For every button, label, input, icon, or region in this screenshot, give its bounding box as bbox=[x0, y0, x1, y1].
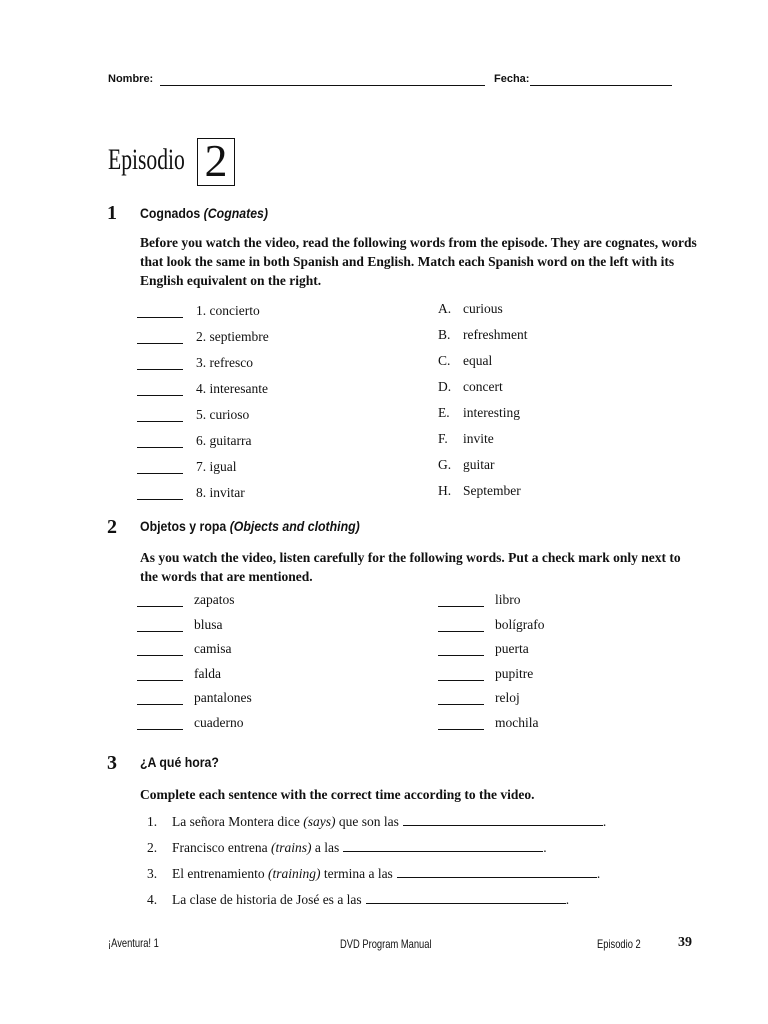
answer-blank[interactable] bbox=[137, 447, 183, 448]
check-blank[interactable] bbox=[137, 704, 183, 705]
section-2-instructions: As you watch the video, listen carefully for the following words. Put a check mark only next to the words that are mentioned. bbox=[140, 550, 681, 584]
sentence-number: 3. bbox=[147, 866, 158, 881]
check-blank[interactable] bbox=[137, 729, 183, 730]
checklist-word: mochila bbox=[495, 715, 539, 730]
sentence-text: La clase de historia de José es a las bbox=[172, 892, 362, 907]
english-word: refreshment bbox=[463, 327, 528, 342]
checklist-word: puerta bbox=[495, 641, 529, 657]
option-letter: A. bbox=[438, 301, 452, 316]
english-word: curious bbox=[463, 301, 503, 316]
option-letter: D. bbox=[438, 379, 452, 394]
english-word: guitar bbox=[463, 457, 495, 472]
answer-blank[interactable] bbox=[137, 369, 183, 370]
checklist-word: falda bbox=[194, 665, 221, 681]
check-blank[interactable] bbox=[137, 606, 183, 607]
sentence-number: 2. bbox=[147, 840, 158, 855]
check-blank[interactable] bbox=[137, 631, 183, 632]
checklist-word: camisa bbox=[194, 641, 232, 657]
sentence-end: . bbox=[602, 814, 607, 829]
checklist-word: zapatos bbox=[194, 592, 235, 607]
section-3-number: 3 bbox=[107, 752, 117, 774]
english-gloss: (says) bbox=[303, 814, 336, 829]
english-word: equal bbox=[463, 353, 493, 368]
english-gloss: (trains) bbox=[270, 840, 312, 855]
answer-blank[interactable] bbox=[137, 317, 183, 318]
checklist-word: blusa bbox=[194, 616, 223, 632]
checklist-word: pupitre bbox=[495, 665, 534, 681]
section-3-title: ¿A qué hora? bbox=[140, 754, 219, 770]
name-label: Nombre: bbox=[108, 73, 154, 85]
check-blank[interactable] bbox=[438, 680, 484, 681]
spanish-word: 6. guitarra bbox=[196, 433, 252, 448]
footer-book-title: ¡Aventura! 1 bbox=[108, 936, 159, 950]
english-word: invite bbox=[463, 431, 494, 446]
option-letter: B. bbox=[438, 327, 451, 342]
spanish-word: 3. refresco bbox=[196, 355, 253, 370]
sentence-number: 4. bbox=[147, 892, 158, 907]
option-letter: C. bbox=[438, 353, 451, 368]
episode-number-box bbox=[197, 135, 235, 186]
option-letter: G. bbox=[438, 457, 452, 472]
option-letter: H. bbox=[438, 483, 452, 498]
footer-manual-title: DVD Program Manual bbox=[340, 937, 432, 951]
checklist-word: reloj bbox=[495, 690, 520, 706]
check-blank[interactable] bbox=[137, 655, 183, 656]
check-blank[interactable] bbox=[137, 680, 183, 681]
spanish-word: 4. interesante bbox=[196, 381, 268, 396]
answer-blank[interactable] bbox=[137, 499, 183, 500]
time-answer-blank[interactable] bbox=[403, 814, 603, 826]
option-letter: E. bbox=[438, 405, 450, 420]
checklist-word: bolígrafo bbox=[495, 616, 545, 632]
spanish-word: 7. igual bbox=[196, 459, 237, 474]
sentence-text: que son las bbox=[335, 814, 399, 829]
answer-blank[interactable] bbox=[137, 395, 183, 396]
option-letter: F. bbox=[438, 431, 448, 446]
time-answer-blank[interactable] bbox=[343, 840, 543, 852]
date-label: Fecha: bbox=[494, 73, 530, 85]
episode-number: 2 bbox=[204, 135, 228, 186]
spanish-word: 2. septiembre bbox=[196, 329, 269, 344]
section-3-instructions: Complete each sentence with the correct time according to the video. bbox=[140, 787, 535, 802]
sentence bbox=[172, 840, 547, 856]
section-1-title: Cognados (Cognates) bbox=[140, 205, 269, 221]
english-word: concert bbox=[463, 379, 503, 394]
spanish-word: 5. curioso bbox=[196, 407, 250, 422]
sentence-text: La señora Montera dice bbox=[172, 814, 304, 829]
check-blank[interactable] bbox=[438, 655, 484, 656]
checklist-word: pantalones bbox=[194, 690, 252, 706]
footer-episode: Episodio 2 bbox=[597, 937, 641, 951]
page-number: 39 bbox=[678, 935, 692, 950]
spanish-word: 8. invitar bbox=[196, 485, 245, 500]
spanish-word: 1. concierto bbox=[196, 303, 260, 318]
english-word: interesting bbox=[463, 405, 520, 420]
name-field[interactable] bbox=[160, 85, 485, 86]
section-2-number: 2 bbox=[107, 516, 117, 538]
date-field[interactable] bbox=[530, 85, 672, 86]
checklist-word: libro bbox=[495, 592, 521, 607]
check-blank[interactable] bbox=[438, 704, 484, 705]
answer-blank[interactable] bbox=[137, 421, 183, 422]
section-1-instructions: Before you watch the video, read the following words from the episode. They are cognates, words that look the same in both Spanish and English. Match each Spanish word on the left with its English equivalent on the right. bbox=[140, 235, 697, 288]
check-blank[interactable] bbox=[438, 729, 484, 730]
sentence-text: termina a las bbox=[320, 866, 393, 881]
check-blank[interactable] bbox=[438, 631, 484, 632]
time-answer-blank[interactable] bbox=[366, 892, 566, 904]
sentence-text: El entrenamiento bbox=[172, 866, 268, 881]
answer-blank[interactable] bbox=[137, 343, 183, 344]
sentence-end: . bbox=[596, 866, 601, 881]
section-1-number: 1 bbox=[107, 202, 117, 224]
checklist-word: cuaderno bbox=[194, 715, 244, 730]
section-2-title: Objetos y ropa (Objects and clothing) bbox=[140, 518, 360, 534]
answer-blank[interactable] bbox=[137, 473, 183, 474]
sentence-number: 1. bbox=[147, 814, 158, 829]
check-blank[interactable] bbox=[438, 606, 484, 607]
sentence-text: Francisco entrena bbox=[172, 840, 271, 855]
sentence-text: a las bbox=[311, 840, 340, 855]
sentence bbox=[172, 892, 569, 908]
english-gloss: (training) bbox=[267, 866, 321, 881]
episode-title: Episodio bbox=[108, 143, 185, 176]
time-answer-blank[interactable] bbox=[397, 866, 597, 878]
sentence bbox=[172, 866, 600, 882]
sentence bbox=[172, 814, 606, 830]
sentence-end: . bbox=[543, 840, 547, 855]
sentence-end: . bbox=[565, 892, 570, 907]
english-word: September bbox=[463, 483, 521, 498]
